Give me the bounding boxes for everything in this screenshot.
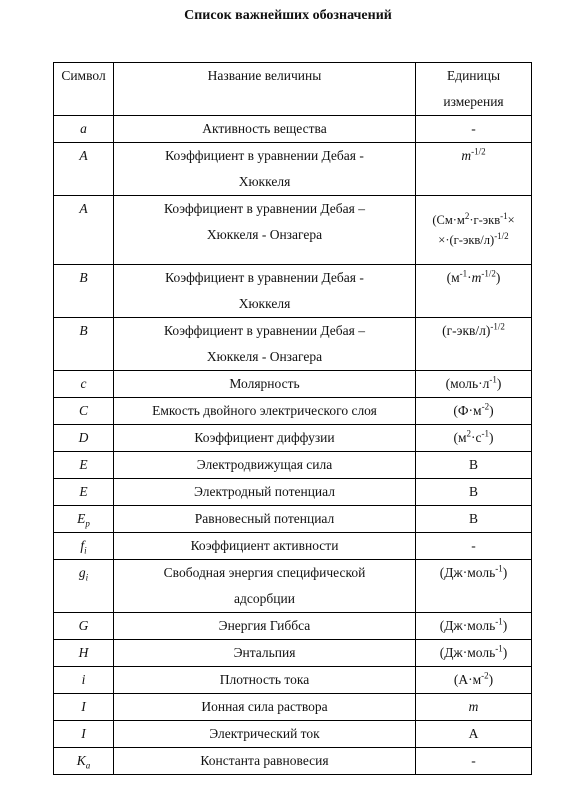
symbol-cell: I xyxy=(54,694,114,721)
name-cell: Ионная сила раствора xyxy=(114,694,416,721)
unit-cell: - xyxy=(416,116,532,143)
table-row xyxy=(54,398,532,425)
unit-cell: m xyxy=(416,694,532,721)
name-cell: Константа равновесия xyxy=(114,748,416,775)
table-row xyxy=(54,748,532,775)
unit-cell: - xyxy=(416,533,532,560)
symbol-cell: G xyxy=(54,613,114,640)
name-cell: Электродвижущая сила xyxy=(114,452,416,479)
symbol-cell: $E_p$ xyxy=(54,506,114,533)
symbol-cell: E xyxy=(54,479,114,506)
header-symbol: Символ xyxy=(54,63,114,116)
symbol-cell: c xyxy=(54,371,114,398)
unit-cell: $(моль\cdot л^{-1})$ xyxy=(416,371,532,398)
table-row xyxy=(54,196,532,265)
name-cell: Молярность xyxy=(114,371,416,398)
unit-cell: - xyxy=(416,748,532,775)
table-row xyxy=(54,425,532,452)
table-row xyxy=(54,318,532,371)
unit-cell: В xyxy=(416,506,532,533)
name-cell: Энтальпия xyxy=(114,640,416,667)
table-row xyxy=(54,694,532,721)
symbol-cell: I xyxy=(54,721,114,748)
symbol-cell: B xyxy=(54,265,114,318)
name-cell: Равновесный потенциал xyxy=(114,506,416,533)
symbol-cell: $f_i$ xyxy=(54,533,114,560)
unit-cell: В xyxy=(416,479,532,506)
table-row xyxy=(54,721,532,748)
symbol-cell: $g_i$ xyxy=(54,560,114,613)
table-row xyxy=(54,613,532,640)
unit-cell: $(Ф\cdot м^{-2})$ xyxy=(416,398,532,425)
table-row xyxy=(54,667,532,694)
unit-cell: $(м^{-1}\cdot m^{-1/2})$ xyxy=(416,265,532,318)
name-cell: Коэффициент в уравнении Дебая - Хюккеля xyxy=(114,265,416,318)
unit-cell: $(м^2\cdot с^{-1})$ xyxy=(416,425,532,452)
unit-cell: (Дж·моль$^{-1}$) xyxy=(416,613,532,640)
unit-cell: В xyxy=(416,452,532,479)
symbols-table xyxy=(53,62,532,775)
symbol-cell: D xyxy=(54,425,114,452)
name-cell: Свободная энергия специфической адсорбции xyxy=(114,560,416,613)
symbol-cell: A xyxy=(54,196,114,265)
symbol-cell: a xyxy=(54,116,114,143)
table-row xyxy=(54,452,532,479)
table-row xyxy=(54,143,532,196)
unit-cell: (Дж·моль$^{-1}$) xyxy=(416,560,532,613)
symbol-cell: H xyxy=(54,640,114,667)
name-cell: Коэффициент в уравнении Дебая - Хюккеля xyxy=(114,143,416,196)
unit-cell: $m^{-1/2}$ xyxy=(416,143,532,196)
name-cell: Емкость двойного электрического слоя xyxy=(114,398,416,425)
name-cell: Активность вещества xyxy=(114,116,416,143)
table-row xyxy=(54,533,532,560)
name-cell: Коэффициент в уравнении Дебая – Хюккеля - Онзагера xyxy=(114,196,416,265)
symbol-cell: i xyxy=(54,667,114,694)
table-row xyxy=(54,265,532,318)
name-cell: Коэффициент в уравнении Дебая – Хюккеля - Онзагера xyxy=(114,318,416,371)
name-cell: Плотность тока xyxy=(114,667,416,694)
symbol-cell: B xyxy=(54,318,114,371)
symbol-cell: A xyxy=(54,143,114,196)
table-row xyxy=(54,640,532,667)
name-cell: Электрический ток xyxy=(114,721,416,748)
header-name: Название величины xyxy=(114,63,416,116)
name-cell: Коэффициент активности xyxy=(114,533,416,560)
header-units: Единицы измерения xyxy=(416,63,532,116)
name-cell: Электродный потенциал xyxy=(114,479,416,506)
symbol-cell: $K_a$ xyxy=(54,748,114,775)
table-row xyxy=(54,560,532,613)
name-cell: Коэффициент диффузии xyxy=(114,425,416,452)
table-header-row xyxy=(54,63,532,116)
table-row xyxy=(54,479,532,506)
page-title: Список важнейших обозначений xyxy=(184,8,392,23)
unit-cell: $(г-экв/л)^{-1/2}$ xyxy=(416,318,532,371)
name-cell: Энергия Гиббса xyxy=(114,613,416,640)
unit-cell: ($См\cdot м^2\cdot г-экв^{-1}\times$ $\times\cdot(г-экв/л)^{-1/2}$ xyxy=(416,196,532,265)
unit-cell: А xyxy=(416,721,532,748)
table-row xyxy=(54,506,532,533)
table-row xyxy=(54,116,532,143)
unit-cell: (Дж·моль$^{-1}$) xyxy=(416,640,532,667)
unit-cell: $(А\cdot м^{-2})$ xyxy=(416,667,532,694)
table-row xyxy=(54,371,532,398)
symbol-cell: C xyxy=(54,398,114,425)
symbol-cell: E xyxy=(54,452,114,479)
